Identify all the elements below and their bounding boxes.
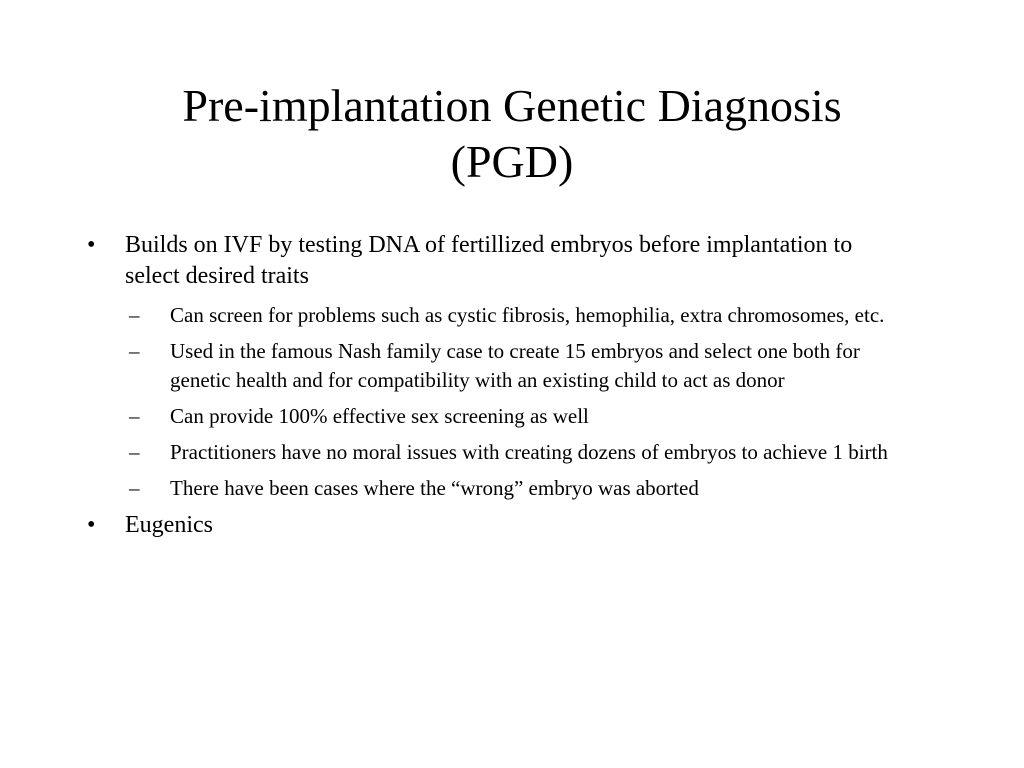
bullet-item [0, 510, 1024, 541]
sub-bullet-list [125, 301, 894, 503]
sub-bullet-item [125, 474, 894, 503]
sub-bullet-text: Can provide 100% effective sex screening as well [170, 404, 589, 428]
sub-bullet-text: Can screen for problems such as cystic fibrosis, hemophilia, extra chromosomes, etc. [170, 303, 885, 327]
sub-bullet-item [125, 438, 894, 467]
sub-bullet-marker: – [129, 476, 140, 500]
bullet-list [0, 230, 1024, 547]
bullet-marker: • [87, 512, 96, 538]
sub-bullet-marker: – [129, 303, 140, 327]
sub-bullet-item [125, 402, 894, 431]
sub-bullet-item [125, 301, 894, 330]
bullet-text: Builds on IVF by testing DNA of fertillized embryos before implantation to select desired traits [125, 232, 853, 289]
sub-bullet-marker: – [129, 404, 140, 428]
sub-bullet-text: Used in the famous Nash family case to create 15 embryos and select one both for genetic health and for compatibility with an existing child to act as donor [170, 339, 860, 392]
bullet-text: Eugenics [125, 512, 213, 538]
sub-bullet-text: Practitioners have no moral issues with creating dozens of embryos to achieve 1 birth [170, 440, 888, 464]
slide-title-line-2: (PGD) [450, 136, 574, 187]
slide-title-line-1: Pre-implantation Genetic Diagnosis [182, 80, 842, 131]
slide-title [0, 78, 1024, 190]
sub-bullet-item [125, 337, 894, 395]
sub-bullet-text: There have been cases where the “wrong” embryo was aborted [170, 476, 699, 500]
sub-bullet-marker: – [129, 440, 140, 464]
bullet-marker: • [87, 232, 96, 258]
bullet-item [0, 230, 1024, 503]
sub-bullet-marker: – [129, 339, 140, 363]
